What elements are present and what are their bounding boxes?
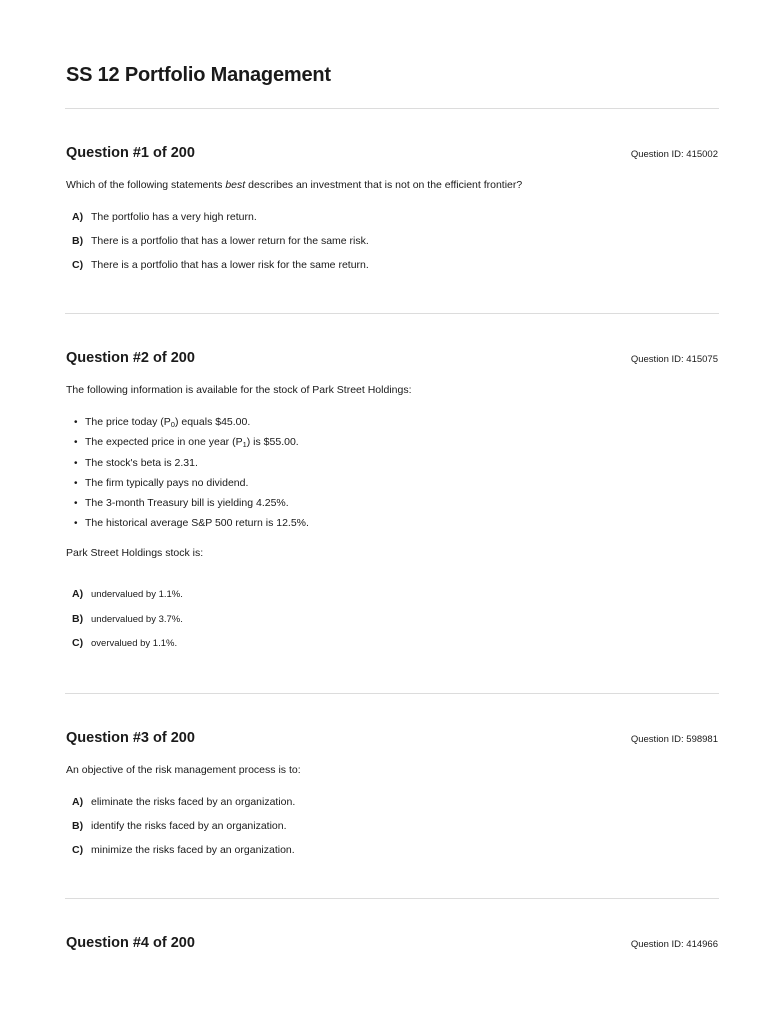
list-item: • The historical average S&P 500 return is 12.5%. [74,513,309,533]
answer-choice-a[interactable]: A) undervalued by 1.1%. [72,588,183,600]
answer-choices [72,205,369,277]
answer-choice-c[interactable]: C) overvalued by 1.1%. [72,637,178,649]
answer-choice-a[interactable]: A) eliminate the risks faced by an organization. [72,796,296,808]
answer-choices [72,582,183,656]
answer-choice-b[interactable]: B) There is a portfolio that has a lower return for the same risk. [72,235,369,247]
stem-emphasis: best [225,179,246,191]
question-heading: Question #2 of 200 [66,350,195,366]
question-heading: Question #1 of 200 [66,145,195,161]
question-id: Question ID: 415075 [630,354,718,365]
question-stem: Which of the following statements best describes an investment that is not on the efficient frontier? [66,179,523,191]
divider [65,898,719,899]
question-id: Question ID: 598981 [630,734,718,745]
list-item: • The 3-month Treasury bill is yielding 4.25%. [74,493,309,513]
question-stem: The following information is available for the stock of Park Street Holdings: [66,384,412,396]
list-item: • The firm typically pays no dividend. [74,473,309,493]
list-item: • The price today $(P_0)$ equals $45.00. [74,412,309,432]
answer-choice-a[interactable]: A) The portfolio has a very high return. [72,211,257,223]
list-item: • The stock's beta is 2.31. [74,453,309,473]
document-title: SS 12 Portfolio Management [66,64,331,86]
answer-choice-b[interactable]: B) identify the risks faced by an organization. [72,820,287,832]
question-heading: Question #3 of 200 [66,730,195,746]
question-prompt: Park Street Holdings stock is: [66,547,204,559]
question-stem: An objective of the risk management process is to: [66,764,301,776]
question-id: Question ID: 414966 [630,939,718,950]
given-information-list [74,412,309,534]
answer-choice-b[interactable]: B) undervalued by 3.7%. [72,612,183,625]
divider [65,313,719,314]
question-heading: Question #4 of 200 [66,935,195,951]
divider [65,108,719,109]
question-id: Question ID: 415002 [630,149,718,160]
answer-choice-c[interactable]: C) minimize the risks faced by an organization. [72,844,295,856]
list-item: • The expected price in one year $(P_1)$ is $55.00. [74,432,309,452]
divider [65,693,719,694]
answer-choice-c[interactable]: C) There is a portfolio that has a lower risk for the same return. [72,259,369,271]
answer-choices [72,790,295,862]
